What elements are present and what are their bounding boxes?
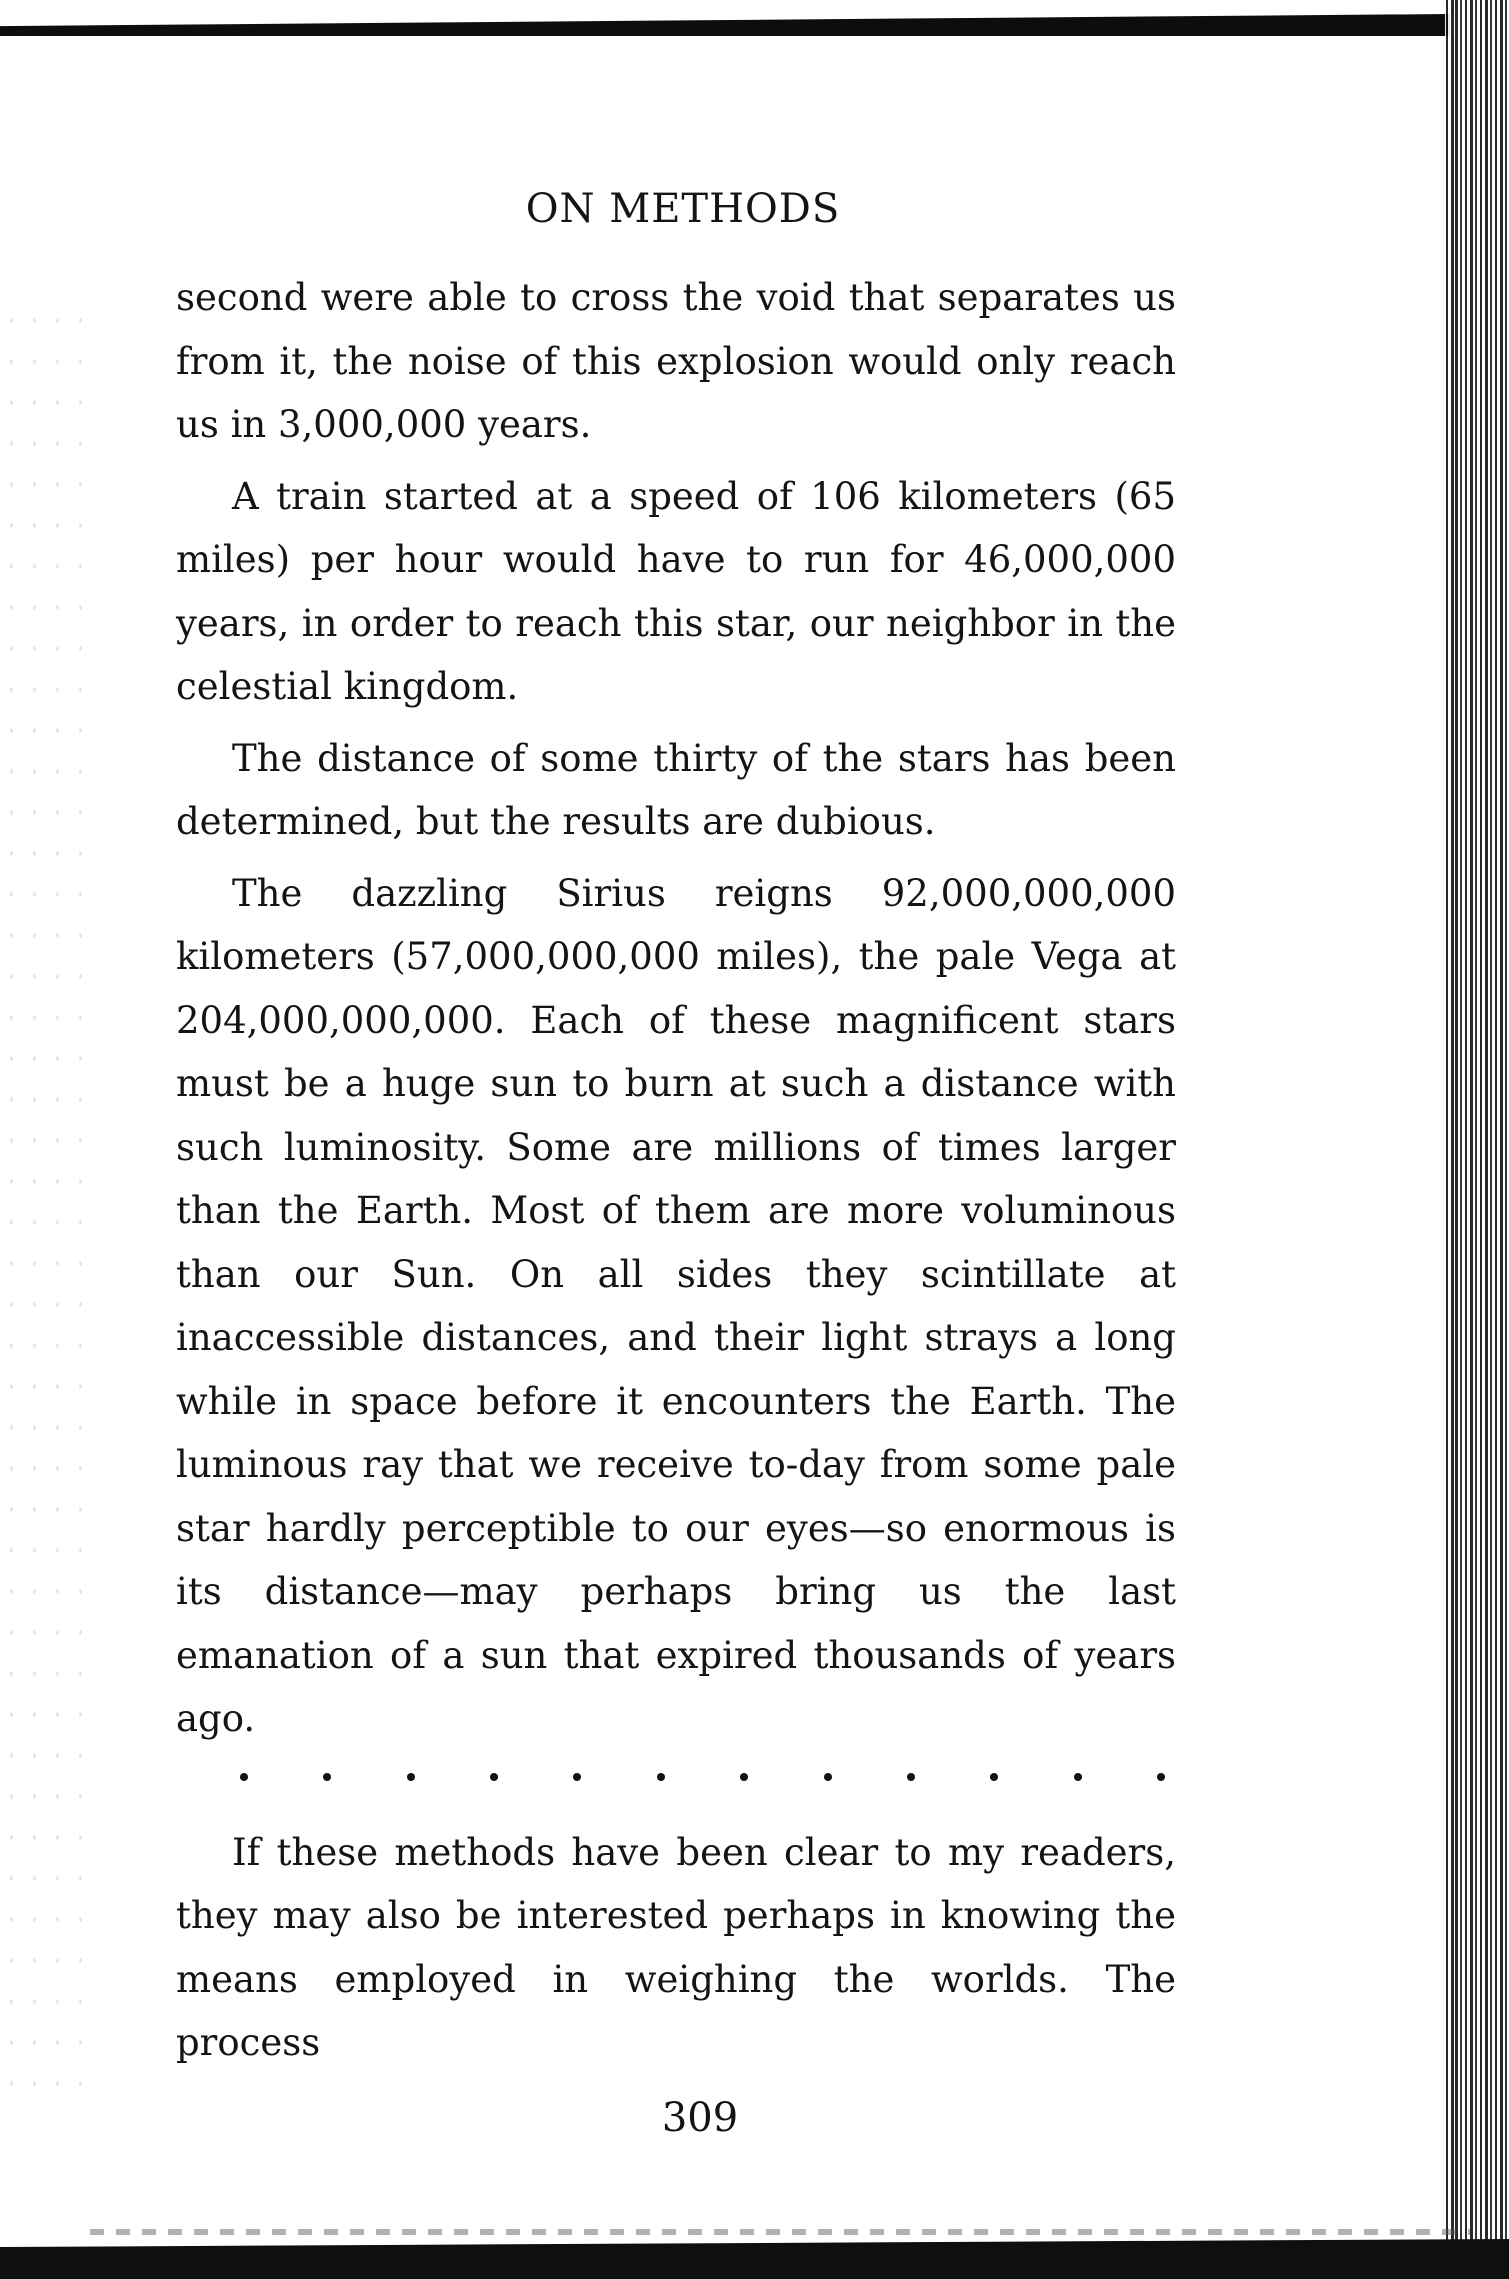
paragraph-sirius: The dazzling Sirius reigns 92,000,000,000 kilometers (57,000,000,000 miles), the pale Vega at 204,000,000,000. Each of these magnificent stars must be a huge sun to burn at such a distance with such luminosity. Some are millions of times larger than the Earth. Most of them are more voluminous than our Sun. On all sides they scintillate at inaccessible distances, and their light strays a long while in space before it encounters the Earth. The luminous ray that we receive to-day from some pale star hardly perceptible to our eyes—so enormous is its distance—may perhaps bring us the last emanation of a sun that expired thousands of years ago. xyxy=(176,871,1176,1740)
page-number: 309 xyxy=(661,2094,739,2141)
separator-dot xyxy=(240,1773,248,1781)
scan-top-edge xyxy=(0,14,1450,36)
scan-speckle xyxy=(0,300,100,2100)
separator-dot xyxy=(323,1773,331,1781)
body-text xyxy=(176,266,1176,1751)
paragraph-distance: The distance of some thirty of the stars has been determined, but the results are dubious. xyxy=(176,736,1176,843)
separator-dot xyxy=(1157,1773,1165,1781)
separator-dot xyxy=(990,1773,998,1781)
separator-dot xyxy=(490,1773,498,1781)
paragraph-continued: second were able to cross the void that separates us from it, the noise of this explosion would only reach us in 3,000,000 years. xyxy=(176,276,1176,446)
scan-page-edge xyxy=(1445,0,1509,2279)
running-head: ON METHODS xyxy=(525,186,841,232)
separator-dot xyxy=(907,1773,915,1781)
separator-dot xyxy=(824,1773,832,1781)
book-page xyxy=(176,186,1176,2141)
scan-bottom-edge xyxy=(0,2239,1509,2279)
separator-dot xyxy=(657,1773,665,1781)
separator-dot xyxy=(740,1773,748,1781)
body-text-continued xyxy=(176,1821,1176,2075)
separator-dot xyxy=(573,1773,581,1781)
section-separator xyxy=(240,1759,1165,1795)
separator-dot xyxy=(407,1773,415,1781)
paragraph-train: A train started at a speed of 106 kilometers (65 miles) per hour would have to run for 46,000,000 years, in order to reach this star, our neighbor in the celestial kingdom. xyxy=(176,474,1176,708)
scan-bottom-streaks xyxy=(90,2229,1470,2235)
paragraph-weighing: If these methods have been clear to my readers, they may also be interested perhaps in knowing the means employed in weighing the worlds. The process xyxy=(176,1830,1176,2064)
separator-dot xyxy=(1074,1773,1082,1781)
